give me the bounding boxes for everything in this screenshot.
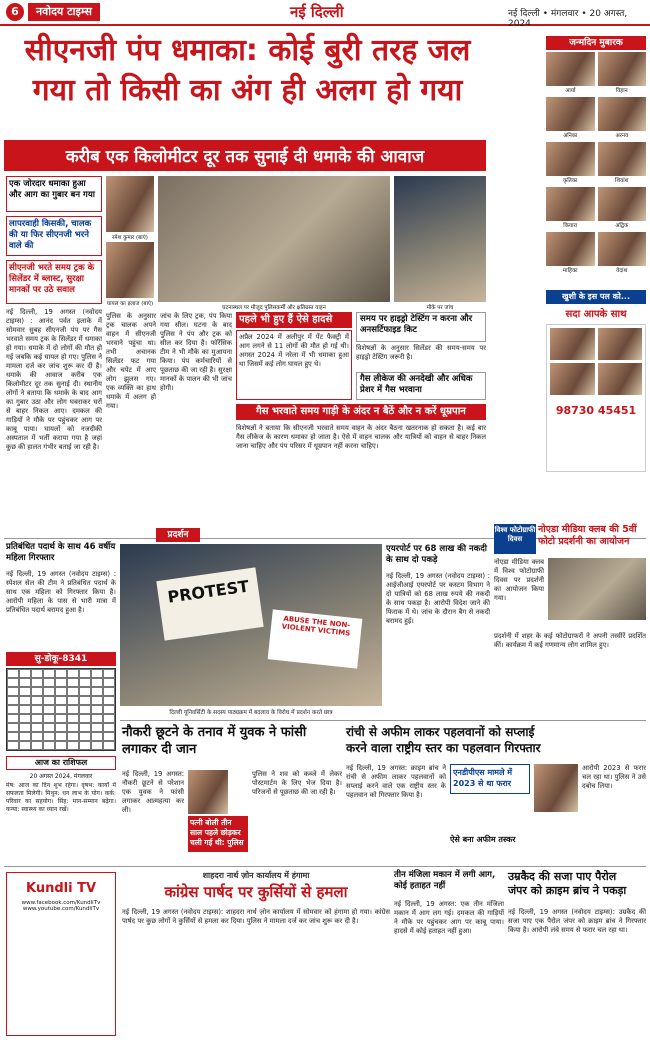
job-body-1: नई दिल्ली, 19 अगस्त: नौकरी छूटने से परेशान एक युवक ने फांसी लगाकर आत्महत्या कर ली। (122, 770, 184, 814)
sudoku-cell (79, 687, 91, 696)
protest-sign-2: ABUSE THE NON-VIOLENT VICTIMS (268, 609, 363, 668)
sudoku-cell (103, 678, 115, 687)
rashifal-body: मेष: आज का दिन शुभ रहेगा। वृषभ: कार्यों में सफलता मिलेगी। मिथुन: धन लाभ के योग। कर्क: परिवार का सहयोग। सिंह: मान-सम्मान बढ़ेगा। कन्या: स्वास्थ्य का ध्यान रखें। (6, 782, 116, 813)
paroled-head-line2: जंपर को क्राइम ब्रांच ने पकड़ा (508, 884, 627, 897)
birthday-name-3: अनिका (563, 133, 578, 139)
birthday-name-2: विहान (615, 88, 628, 94)
ad-photo-2 (598, 328, 643, 360)
opium-sub: ऐसे बना अफीम तस्कर (450, 835, 516, 844)
sudoku-cell (79, 723, 91, 732)
sudoku-cell (91, 696, 103, 705)
birthday-photo-7 (546, 187, 595, 221)
left-story-head (6, 542, 116, 568)
photo-club-head (538, 524, 646, 554)
job-photo (188, 770, 228, 814)
sidebar-ad-head1: खुशी के इस पल को... (546, 290, 646, 304)
sudoku-cell (43, 669, 55, 678)
sudoku-cell (43, 705, 55, 714)
victim-photo-2 (106, 242, 154, 298)
protest-photo (120, 544, 382, 706)
wife-box (188, 816, 248, 852)
sudoku-cell (55, 705, 67, 714)
protest-sign-1: PROTEST (156, 567, 263, 640)
sudoku-cell (79, 696, 91, 705)
sudoku-cell (43, 696, 55, 705)
lead-body-col2: पुलिस के अनुसार ट्रक चालक अपने वाहन में सीएनजी भरवाने पहुंचा था। तभी अचानक सिलेंडर फट गया और चपेट में आए लोग झुलस गए। एक व्यक्ति का हाथ धमाके में अलग हो गया। (106, 312, 156, 410)
rashifal-date: 20 अगस्त 2024, मंगलवार (29, 773, 93, 780)
sudoku-cell (91, 732, 103, 741)
sudoku-cell (67, 714, 79, 723)
testing-head (356, 312, 486, 342)
paroled-head (508, 870, 646, 906)
sidebar-ad-body (546, 324, 646, 472)
birthday-photo-6 (598, 142, 647, 176)
sudoku-cell (7, 678, 19, 687)
sudoku-cell (7, 687, 19, 696)
safety-body: विशेषज्ञों ने बताया कि सीएनजी भरवाते समय वाहन के अंदर बैठना खतरनाक हो सकता है। कई बार गैस लीकेज के कारण धमाका हो जाता है। ऐसे में वाहन चालक और यात्रियों को वाहन से बाहर निकल जाना चाहिए और पंप परिसर में धूम्रपान नहीं करना चाहिए। (236, 424, 486, 450)
lead-photo-scene (158, 176, 390, 302)
safety-banner-text: गैस भरवाते समय गाड़ी के अंदर न बैठें और न करें धूम्रपान (256, 406, 466, 417)
sudoku-cell (79, 705, 91, 714)
sudoku-cell (67, 723, 79, 732)
congress-body: नई दिल्ली, 19 अगस्त (नवोदय टाइम्स): शाहदरा नार्थ ज़ोन कार्यालय में सोमवार को हंगामा हो गया। कांग्रेस पार्षद पर कुछ लोगों ने कुर्सियों से हमला कर दिया। पुलिस ने मामला दर्ज कर जांच शुरू कर दी है। (122, 908, 390, 925)
ndps-box (450, 764, 530, 794)
lead-body-col1: नई दिल्ली, 19 अगस्त (नवोदय टाइम्स) : आनंद पर्वत इलाके में सोमवार सुबह सीएनजी पंप पर गैस भरवाते समय ट्रक के सिलेंडर में धमाका हो गया। धमाके में दो लोगों की मौत हो गई जबकि कई घायल हो गए। पुलिस ने मामला दर्ज कर जांच शुरू कर दी है। धमाके की आवाज करीब एक किलोमीटर दूर तक सुनाई दी। स्थानीय लोगों ने बताया कि धमाके के बाद आग का गुबार उठा और लोग घबराकर घरों से बाहर निकल आए। दमकल की गाड़ियों ने मौके पर पहुंचकर आग पर काबू पाया। घायलों को नजदीकी अस्पताल में भर्ती कराया गया है जहां कुछ की हालत गंभीर बताई जा रही है। (6, 308, 102, 451)
sudoku-cell (55, 687, 67, 696)
photo-day-tag: विश्व फोटोग्राफी दिवस (494, 524, 536, 554)
dateline: नई दिल्ली • मंगलवार • 20 अगस्त, 2024 (508, 9, 628, 29)
birthday-photo-1 (546, 52, 595, 86)
birthday-name-4: अरनव (615, 133, 629, 139)
sudoku-cell (19, 741, 31, 750)
sudoku-cell (55, 741, 67, 750)
ranchi-head-line1: रांची से अफीम लाकर पहलवानों को सप्लाई (346, 725, 535, 739)
section-rule-2 (120, 720, 646, 721)
sudoku-cell (67, 678, 79, 687)
birthday-photo-2 (598, 52, 647, 86)
quote-box-1 (6, 176, 102, 212)
birthday-photo-8 (598, 187, 647, 221)
sudoku-cell (19, 678, 31, 687)
left-story-head-text: प्रतिबंधित पदार्थ के साथ 46 वर्षीय महिला गिरफ्तार (6, 542, 116, 563)
paroled-head-line1 (508, 870, 646, 884)
sudoku-cell (7, 723, 19, 732)
history-head-text: पहले भी हुए हैं ऐसे हादसे (239, 314, 333, 325)
leak-head-text: गैस लीकेज की अनदेखी और अधिक प्रेशर में गैस भरवाना (360, 374, 473, 395)
victim-photo-1 (106, 176, 154, 232)
quote-box-2 (6, 216, 102, 256)
ad-photo-4 (598, 363, 643, 395)
history-body: अप्रैल 2024 में अलीपुर में पेंट फैक्ट्री में आग लगने से 11 लोगों की मौत हो गई थी। अगस्त 2024 में नरेला में भी धमाका हुआ था जिसमें कई लोग घायल हुए थे। (236, 330, 352, 400)
sudoku-cell (79, 741, 91, 750)
birthday-photo-4 (598, 97, 647, 131)
sudoku-cell (103, 687, 115, 696)
birthday-name-6: शिवांश (615, 178, 629, 184)
airport-head (386, 544, 490, 570)
birthday-grid (546, 52, 646, 284)
sudoku-cell (7, 705, 19, 714)
photo-club-head-text: नोएडा मीडिया क्लब की 5वीं फोटो प्रदर्शनी का आयोजन (538, 524, 637, 547)
history-head (236, 312, 352, 328)
sudoku-cell (79, 669, 91, 678)
sudoku-cell (19, 714, 31, 723)
sudoku-cell (31, 732, 43, 741)
paroled-head-part1: उम्रकैद की सजा पाए पैरोल (508, 870, 617, 883)
quote-box-3-text: सीएनजी भरते समय ट्रक के सिलेंडर में ब्लास्ट, सुरक्षा मानकों पर उठे सवाल (9, 263, 95, 295)
birthday-photo-3 (546, 97, 595, 131)
sudoku-cell (31, 714, 43, 723)
sudoku-cell (55, 723, 67, 732)
fire-head (394, 870, 504, 896)
sudoku-cell (79, 714, 91, 723)
sudoku-cell (55, 669, 67, 678)
lead-body-col3: जांच के लिए ट्रक, पंप किया गया सील। घटना के बाद पुलिस ने पंप और ट्रक को सील कर दिया है। फॉरेंसिक टीम ने भी मौके का मुआयना किया। पंप कर्मचारियों से पूछताछ की जा रही है। सुरक्षा मानकों के पालन की भी जांच होगी। (160, 312, 232, 392)
photo-club-body: नोएडा मीडिया क्लब में विश्व फोटोग्राफी दिवस पर प्रदर्शनी का आयोजन किया गया। (494, 558, 544, 602)
kundli-logo: Kundli TV (25, 881, 97, 896)
birthday-name-5: कृतिका (563, 178, 578, 184)
sudoku-cell (91, 705, 103, 714)
sudoku-cell (43, 723, 55, 732)
sudoku-cell (91, 723, 103, 732)
sudoku-cell (91, 741, 103, 750)
sudoku-cell (91, 669, 103, 678)
lead-photo-right (394, 176, 486, 302)
sudoku-cell (7, 669, 19, 678)
sudoku-title: सु-डोकू-8341 (6, 652, 116, 666)
quote-box-1-text: एक जोरदार धमाका हुआ और आग का गुबार बन गया (9, 179, 95, 200)
sudoku-cell (31, 669, 43, 678)
lead-headline-line2: गया तो किसी का अंग ही अलग हो गया (32, 73, 463, 108)
sudoku-cell (31, 705, 43, 714)
left-story-body: नई दिल्ली, 19 अगस्त (नवोदय टाइम्स) : स्पेशल सेल की टीम ने प्रतिबंधित पदार्थ के साथ एक महिला को गिरफ्तार किया है। आरोपी महिला के पास से भारी मात्रा में प्रतिबंधित पदार्थ बरामद हुआ है। (6, 570, 116, 614)
sudoku-cell (79, 732, 91, 741)
sudoku-cell (67, 669, 79, 678)
rashifal-title: आज का राशिफल (6, 756, 116, 770)
sudoku-cell (67, 741, 79, 750)
sudoku-cell (43, 678, 55, 687)
sudoku-cell (103, 732, 115, 741)
sudoku-cell (91, 714, 103, 723)
sudoku-cell (91, 687, 103, 696)
protest-tag: प्रदर्शन (156, 528, 200, 542)
job-head-text: नौकरी छूटने के तनाव में युवक ने फांसी लगाकर दी जान (122, 725, 307, 757)
birthday-name-7: कियारा (563, 223, 578, 229)
photo-club-photo (548, 558, 646, 620)
ad-photo-1 (550, 328, 595, 360)
sudoku-cell (103, 714, 115, 723)
birthday-name-8: अद्विक (615, 223, 629, 229)
birthday-name-9: माहिका (562, 268, 578, 274)
wife-box-text: पत्नी बोली तीन साल पहले छोड़कर चली गई थी: पुलिस (190, 818, 244, 847)
lead-photo-right-caption: मौके पर जांच (426, 305, 454, 311)
sudoku-cell (79, 678, 91, 687)
sudoku-cell (103, 741, 115, 750)
lead-photo-caption: घटनास्थल पर मौजूद पुलिसकर्मी और क्षतिग्रस्त वाहन (222, 305, 326, 311)
page-number: 6 (6, 3, 24, 21)
sudoku-cell (19, 705, 31, 714)
sudoku-cell (55, 732, 67, 741)
sudoku-cell (43, 687, 55, 696)
job-head (122, 724, 342, 766)
ranchi-photo (534, 764, 578, 812)
birthday-name-10: वेदांश (616, 268, 628, 274)
birthday-photo-5 (546, 142, 595, 176)
testing-body: विशेषज्ञों के अनुसार सिलेंडर की समय-समय पर हाइड्रो टेस्टिंग जरूरी है। (356, 344, 486, 361)
birthday-photo-10 (598, 232, 647, 266)
sudoku-cell (31, 678, 43, 687)
sudoku-cell (43, 741, 55, 750)
kundli-facebook[interactable]: www.facebook.com/KundliTv (21, 900, 101, 906)
sudoku-cell (7, 696, 19, 705)
photo-club-body2: प्रदर्शनी में शहर के कई फोटोग्राफरों ने अपनी तस्वीरें प्रदर्शित कीं। कार्यक्रम में कई गणमान्य लोग शामिल हुए। (494, 632, 646, 649)
victim-photo-2-caption: घायल का इलाज (बाएं) (106, 301, 154, 307)
airport-body: नई दिल्ली, 19 अगस्त (नवोदय टाइम्स) : आईजीआई एयरपोर्ट पर कस्टम विभाग ने दो यात्रियों को 68 लाख रुपये की नकदी के साथ पकड़ा है। आरोपी विदेश जाने की फिराक में थे। जांच के दौरान बैग से नकदी बरामद हुई। (386, 572, 490, 625)
sudoku-cell (7, 741, 19, 750)
ranchi-head (346, 724, 646, 760)
ndps-box-text: एनडीपीएस मामले में 2023 से था फरार (453, 768, 513, 788)
section-rule-3 (4, 866, 646, 867)
sudoku-cell (91, 678, 103, 687)
congress-head: कांग्रेस पार्षद पर कुर्सियों से हमला (164, 883, 348, 901)
sudoku-cell (67, 687, 79, 696)
sudoku-cell (19, 732, 31, 741)
victim-photo-1-caption: रमेश कुमार (बाएं) (112, 235, 148, 241)
sudoku-grid (6, 668, 116, 751)
protest-caption: दिल्ली यूनिवर्सिटी के सदस्य पाठ्यक्रम में बदलाव के विरोध में प्रदर्शन करते छात्र (169, 710, 333, 716)
sudoku-cell (31, 696, 43, 705)
sudoku-cell (19, 687, 31, 696)
sidebar-ad-head2: सदा आपके साथ (565, 309, 627, 320)
kundli-ad (6, 872, 116, 1036)
sudoku-cell (67, 696, 79, 705)
lead-subhead: करीब एक किलोमीटर दूर तक सुनाई दी धमाके की आवाज (65, 147, 425, 167)
edition-city: नई दिल्ली (290, 3, 344, 21)
sudoku-cell (55, 696, 67, 705)
sudoku-cell (103, 669, 115, 678)
sudoku-cell (7, 714, 19, 723)
paroled-body: नई दिल्ली, 19 अगस्त (नवोदय टाइम्स): उम्रकैद की सजा पाए एक पैरोल जंपर को क्राइम ब्रांच ने गिरफ्तार किया है। आरोपी लंबे समय से फरार चल रहा था। (508, 908, 646, 934)
ranchi-body-1: नई दिल्ली, 19 अगस्त: क्राइम ब्रांच ने रांची से अफीम लाकर पहलवानों को सप्लाई करने वाले एक राष्ट्रीय स्तर के पहलवान को गिरफ्तार किया है। (346, 764, 446, 799)
sudoku-cell (103, 705, 115, 714)
sudoku-cell (55, 678, 67, 687)
sudoku-cell (67, 732, 79, 741)
kundli-youtube[interactable]: www.youtube.com/KundliTv (22, 906, 100, 912)
brand-logo: नवोदय टाइम्स (28, 3, 100, 21)
congress-kicker: शाहदरा नार्थ ज़ोन कार्यालय में हंगामा (202, 871, 310, 880)
sudoku-cell (67, 705, 79, 714)
ad-phone: 98730 45451 (555, 404, 637, 417)
fire-head-text: तीन मंजिला मकान में लगी आग, कोई हताहत नहीं (394, 870, 496, 891)
sudoku-cell (19, 669, 31, 678)
ranchi-head-line2: करने वाला राष्ट्रीय स्तर का पहलवान गिरफ्तार (346, 741, 541, 755)
sudoku-cell (31, 723, 43, 732)
sudoku-cell (31, 741, 43, 750)
sudoku-cell (19, 696, 31, 705)
sudoku-cell (43, 714, 55, 723)
quote-box-2-text: लापरवाही किसकी, चालक की या फिर सीएनजी भरने वाले की (9, 219, 92, 251)
birthday-title: जन्मदिन मुबारक (546, 36, 646, 50)
safety-banner (236, 404, 486, 420)
birthday-name-1: आर्या (565, 88, 576, 94)
ranchi-body-2: आरोपी 2023 से फरार चल रहा था। पुलिस ने उसे दबोच लिया। (582, 764, 646, 790)
sudoku-cell (31, 687, 43, 696)
sudoku-cell (7, 732, 19, 741)
sudoku-cell (103, 723, 115, 732)
testing-head-text: समय पर हाइड्रो टेस्टिंग न करना और अनसर्टिफाइड किट (360, 314, 473, 335)
airport-head-text: एयरपोर्ट पर 68 लाख की नकदी के साथ दो पकड़े (386, 544, 487, 565)
sudoku-cell (19, 723, 31, 732)
sudoku-cell (55, 714, 67, 723)
birthday-photo-9 (546, 232, 595, 266)
sudoku-cell (43, 732, 55, 741)
job-body-2: पुलिस ने शव को कब्जे में लेकर पोस्टमार्टम के लिए भेज दिया है। परिजनों से पूछताछ की जा रही है। (252, 770, 342, 796)
fire-body: नई दिल्ली, 19 अगस्त: एक तीन मंजिला मकान में आग लग गई। दमकल की गाड़ियों ने मौके पर पहुंचकर आग पर काबू पाया। हादसे में कोई हताहत नहीं हुआ। (394, 900, 504, 935)
leak-head (356, 372, 486, 400)
sudoku-cell (103, 696, 115, 705)
quote-box-3 (6, 260, 102, 304)
lead-headline-line1: सीएनजी पंप धमाका: कोई बुरी तरह जल (24, 33, 471, 68)
ad-photo-3 (550, 363, 595, 395)
